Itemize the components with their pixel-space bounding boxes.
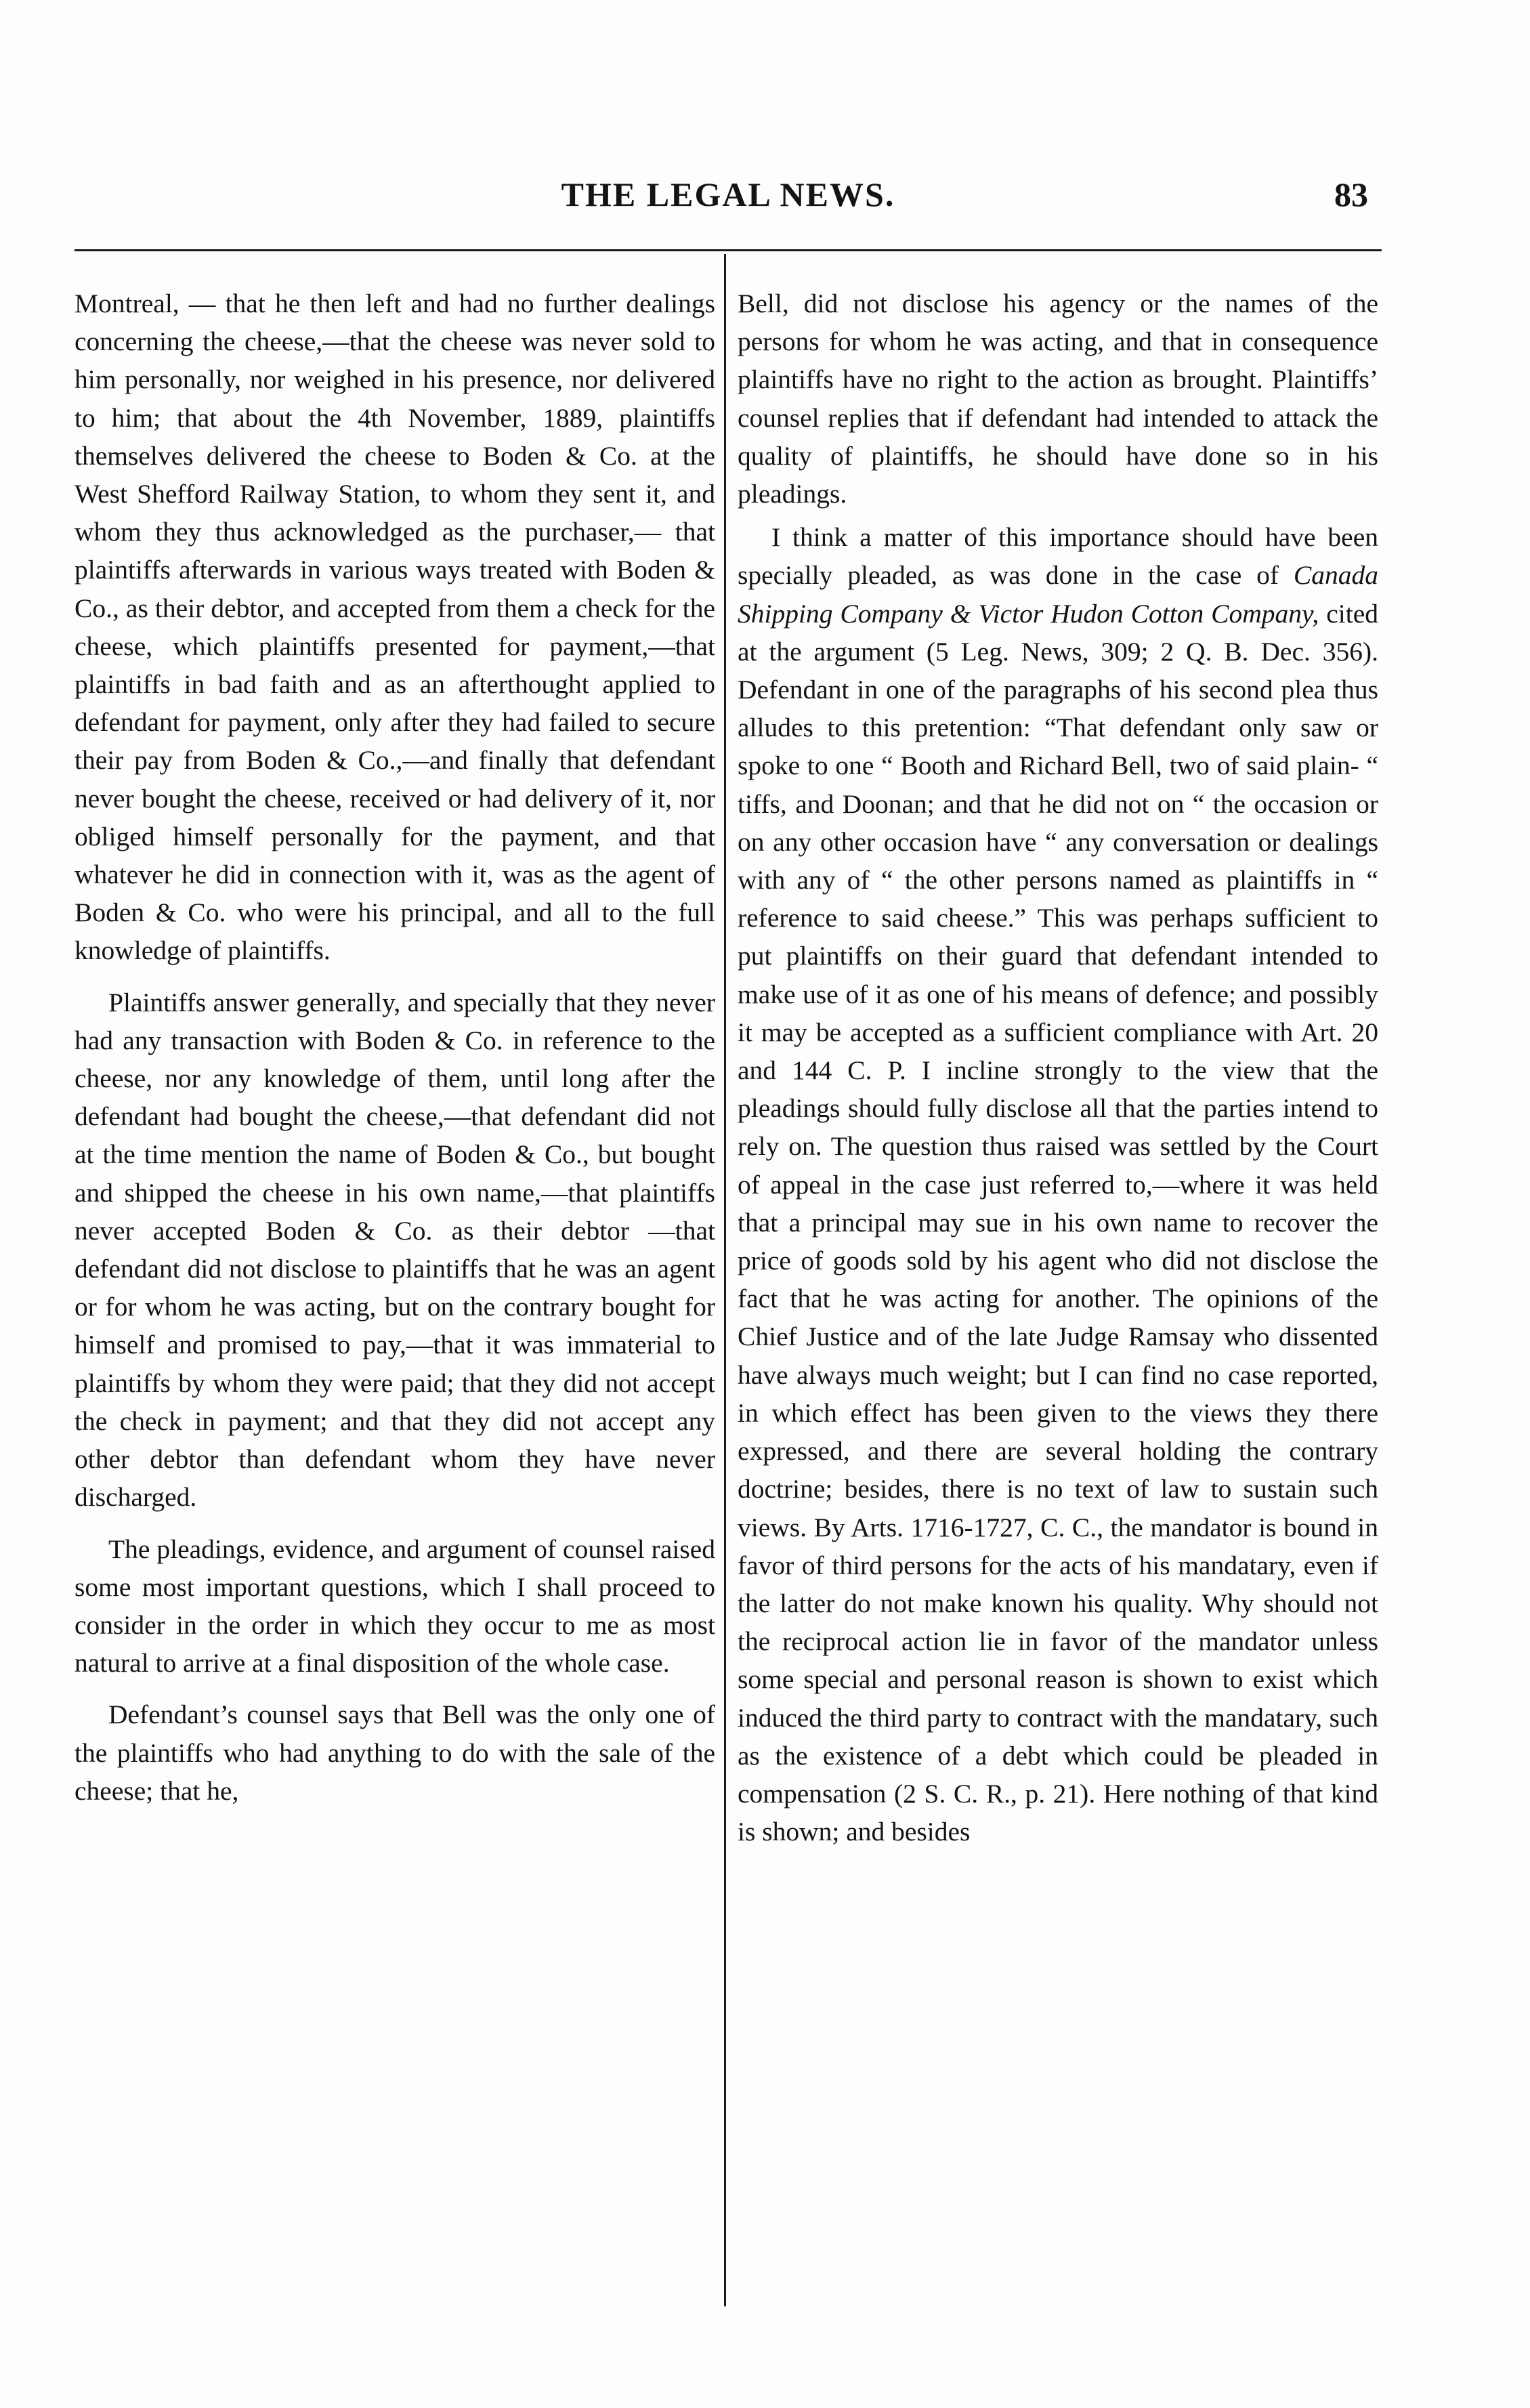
- case-citation: Canada Shipping Company & Victor Hudon Cotton Company,: [738, 560, 1378, 629]
- paragraph: Montreal, — that he then left and had no further dealings concerning the cheese,—that the cheese was never sold to him personally, nor weighed in his presence, nor delivered to him; that about the 4th November, 1889, plaintiffs themselves delivered the cheese to Boden & Co. at the West Shefford Railway Station, to whom they sent it, and whom they thus acknowledged as the purchaser,— that plaintiffs afterwards in various ways treated with Boden & Co., as their debtor, and accepted from them a check for the cheese, which plaintiffs presented for payment,—that plaintiffs in bad faith and as an afterthought applied to defendant for payment, only after they had failed to secure their pay from Boden & Co.,—and finally that defendant never bought the cheese, received or had delivery of it, nor obliged himself personally for the payment, and that whatever he did in connection with it, was as the agent of Boden & Co. who were his principal, and all to the full knowledge of plaintiffs.: [75, 289, 715, 966]
- paragraph: Plaintiffs answer generally, and specially that they never had any transaction with Boden & Co. in reference to the cheese, nor any knowledge of them, until long after the defendant had bought the cheese,—that defendant did not at the time mention the name of Boden & Co., but bought and shipped the cheese in his own name,—that plaintiffs never accepted Boden & Co. as their debtor —that defendant did not disclose to plaintiffs that he was an agent or for whom he was acting, but on the contrary bought for himself and promised to pay,—that it was immaterial to plaintiffs by whom they were paid; that they did not accept the check in payment; and that they did not accept any other debtor than defendant whom they have never discharged.: [75, 987, 715, 1513]
- paragraph-text: I think a matter of this importance should have been specially pleaded, as was done in the case of: [738, 522, 1378, 591]
- right-column: [738, 284, 1378, 2317]
- paragraph: The pleadings, evidence, and argument of counsel raised some most important questions, which I shall proceed to consider in the order in which they occur to me as most natural to arrive at a final disposition of the whole case.: [75, 1534, 715, 1678]
- page-header: [75, 175, 1382, 229]
- paragraph-text: cited at the argument (5 Leg. News, 309; 2 Q. B. Dec. 356). Defendant in one of the paragraphs of his second plea thus alludes to this pretention: “That defendant only saw or spoke to one “ Booth and Richard Bell, two of said plain- “ tiffs, and Doonan; and that he did not on “ the occasion or on any other occasion have “ any conversation or dealings with any of “ the other persons named as plaintiffs in “ reference to said cheese.” This was perhaps sufficient to put plaintiffs on their guard that defendant intended to make use of it as one of his means of defence; and possibly it may be accepted as a sufficient compliance with Art. 20 and 144 C. P. I incline strongly to the view that the pleadings should fully disclose all that the parties intend to rely on. The question thus raised was settled by the Court of appeal in the case just referred to,—where it was held that a principal may sue in his own name to recover the price of goods sold by his agent who did not disclose the fact that he was acting for another. The opinions of the Chief Justice and of the late Judge Ramsay who dissented have always much weight; but I can find no case reported, in which effect has been given to the views they there expressed, and there are several holding the contrary doctrine; besides, there is no text of law to sustain such views. By Arts. 1716-1727, C. C., the mandator is bound in favor of third persons for the acts of his mandatary, even if the latter do not make known his quality. Why should not the reciprocal action lie in favor of the mandator unless some special and personal reason is shown to exist which induced the third party to contract with the mandatary, such as the existence of a debt which could be pleaded in compensation (2 S. C. R., p. 21). Here nothing of that kind is shown; and besides: [738, 598, 1378, 1847]
- paragraph: Bell, did not disclose his agency or the names of the persons for whom he was acting, and that in consequence plaintiffs have no right to the action as brought. Plaintiffs’ counsel replies that if defendant had intended to attack the quality of plaintiffs, he should have done so in his pleadings.: [738, 289, 1378, 509]
- left-column: [75, 284, 715, 2317]
- page-number: 83: [1334, 175, 1368, 213]
- running-title: THE LEGAL NEWS.: [561, 175, 895, 213]
- header-rule: [75, 249, 1382, 251]
- paragraph: [738, 518, 1378, 1851]
- column-divider: [724, 254, 726, 2306]
- paragraph: Defendant’s counsel says that Bell was the only one of the plaintiffs who had anything to do with the sale of the cheese; that he,: [75, 1699, 715, 1806]
